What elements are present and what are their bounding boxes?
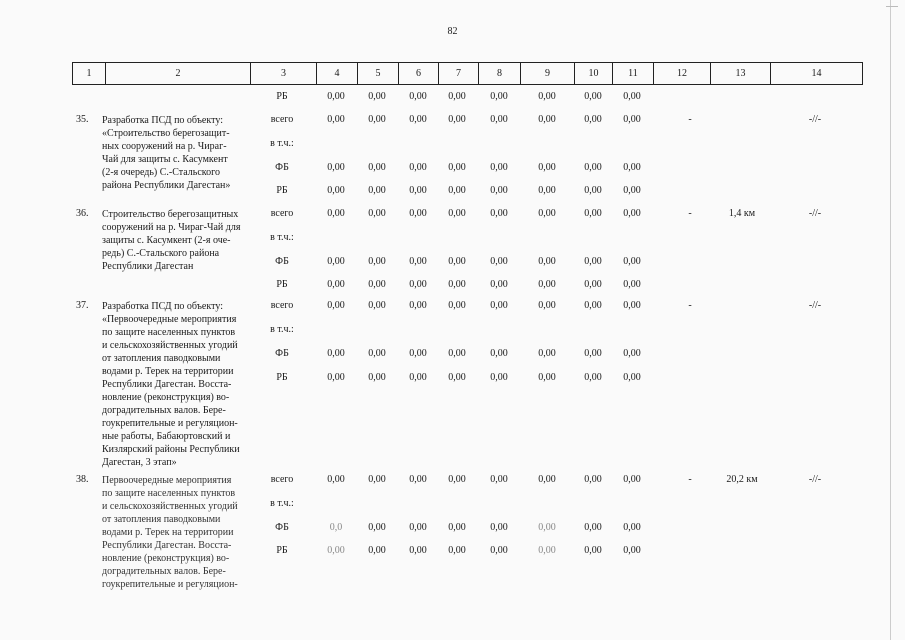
value-cell: 0,00 — [538, 114, 556, 125]
value-cell: 0,00 — [538, 91, 556, 102]
value-cell: 0,00 — [538, 348, 556, 359]
value-cell: 0,00 — [368, 300, 386, 311]
value-cell: 0,00 — [584, 300, 602, 311]
value-cell: 0,00 — [448, 114, 466, 125]
value-cell: 0,00 — [368, 185, 386, 196]
value-cell: 0,00 — [538, 545, 556, 556]
header-cell-7: 7 — [439, 63, 479, 84]
col12-mark: - — [688, 474, 692, 485]
value-cell: 0,00 — [368, 114, 386, 125]
row-label: в т.ч.: — [270, 138, 294, 149]
value-cell: 0,00 — [538, 522, 556, 533]
value-cell: 0,00 — [623, 474, 641, 485]
row-label: в т.ч.: — [270, 498, 294, 509]
value-cell: 0,00 — [490, 91, 508, 102]
value-cell: 0,00 — [584, 474, 602, 485]
value-cell: 0,00 — [409, 279, 427, 290]
value-cell: 0,00 — [409, 256, 427, 267]
value-cell: 0,00 — [490, 522, 508, 533]
table-header — [72, 62, 863, 85]
value-cell: 0,00 — [538, 300, 556, 311]
value-cell: 0,00 — [327, 279, 345, 290]
value-cell: 0,00 — [409, 522, 427, 533]
value-cell: 0,00 — [623, 279, 641, 290]
page-number: 82 — [447, 26, 458, 37]
col12-mark: - — [688, 114, 692, 125]
item-number: 37. — [76, 300, 89, 311]
header-cell-13: 13 — [711, 63, 771, 84]
value-cell: 0,00 — [623, 348, 641, 359]
header-cell-10: 10 — [575, 63, 613, 84]
value-cell: 0,0 — [329, 522, 343, 533]
value-cell: 0,00 — [490, 256, 508, 267]
value-cell: 0,00 — [448, 185, 466, 196]
length-value: 20,2 км — [726, 474, 758, 485]
value-cell: 0,00 — [623, 208, 641, 219]
value-cell: 0,00 — [584, 208, 602, 219]
value-cell: 0,00 — [327, 208, 345, 219]
row-label: РБ — [276, 91, 288, 102]
value-cell: 0,00 — [327, 162, 345, 173]
row-label: всего — [270, 114, 294, 125]
value-cell: 0,00 — [409, 372, 427, 383]
item-number: 35. — [76, 114, 89, 125]
value-cell: 0,00 — [490, 348, 508, 359]
value-cell: 0,00 — [409, 185, 427, 196]
value-cell: 0,00 — [409, 91, 427, 102]
value-cell: 0,00 — [448, 348, 466, 359]
row-label: в т.ч.: — [270, 324, 294, 335]
value-cell: 0,00 — [409, 545, 427, 556]
header-cell-3: 3 — [251, 63, 317, 84]
value-cell: 0,00 — [490, 372, 508, 383]
value-cell: 0,00 — [490, 162, 508, 173]
value-cell: 0,00 — [448, 474, 466, 485]
row-label: РБ — [276, 372, 288, 383]
col12-mark: - — [688, 300, 692, 311]
row-label: РБ — [276, 185, 288, 196]
row-label: ФБ — [275, 162, 289, 173]
col12-mark: - — [688, 208, 692, 219]
value-cell: 0,00 — [538, 279, 556, 290]
row-label: РБ — [276, 545, 288, 556]
value-cell: 0,00 — [490, 185, 508, 196]
value-cell: 0,00 — [409, 474, 427, 485]
value-cell: 0,00 — [584, 114, 602, 125]
value-cell: 0,00 — [327, 545, 345, 556]
value-cell: 0,00 — [584, 545, 602, 556]
header-cell-1: 1 — [73, 63, 106, 84]
header-cell-4: 4 — [317, 63, 358, 84]
row-label: всего — [270, 300, 294, 311]
value-cell: 0,00 — [623, 372, 641, 383]
value-cell: 0,00 — [623, 91, 641, 102]
value-cell: 0,00 — [623, 545, 641, 556]
value-cell: 0,00 — [448, 162, 466, 173]
value-cell: 0,00 — [448, 91, 466, 102]
value-cell: 0,00 — [327, 300, 345, 311]
value-cell: 0,00 — [490, 474, 508, 485]
value-cell: 0,00 — [623, 522, 641, 533]
value-cell: 0,00 — [409, 162, 427, 173]
value-cell: 0,00 — [584, 185, 602, 196]
value-cell: 0,00 — [327, 372, 345, 383]
value-cell: 0,00 — [584, 522, 602, 533]
value-cell: 0,00 — [409, 114, 427, 125]
value-cell: 0,00 — [584, 348, 602, 359]
value-cell: 0,00 — [368, 162, 386, 173]
col14-mark: -//- — [808, 208, 822, 219]
header-cell-11: 11 — [613, 63, 654, 84]
value-cell: 0,00 — [368, 279, 386, 290]
col14-mark: -//- — [808, 114, 822, 125]
scan-edge-line — [890, 0, 891, 640]
row-label: ФБ — [275, 348, 289, 359]
value-cell: 0,00 — [409, 300, 427, 311]
value-cell: 0,00 — [327, 185, 345, 196]
value-cell: 0,00 — [409, 208, 427, 219]
row-label: всего — [270, 208, 294, 219]
value-cell: 0,00 — [623, 162, 641, 173]
header-cell-9: 9 — [521, 63, 575, 84]
value-cell: 0,00 — [538, 256, 556, 267]
value-cell: 0,00 — [368, 522, 386, 533]
value-cell: 0,00 — [368, 208, 386, 219]
length-value: 1,4 км — [728, 208, 756, 219]
value-cell: 0,00 — [584, 91, 602, 102]
value-cell: 0,00 — [368, 545, 386, 556]
item-description: Строительство берегозащитных сооружений на р. Чираг-Чай для защиты с. Касумкент (2-я оче- редь) С.-Стальского района Республики Дагестан — [102, 209, 241, 272]
value-cell: 0,00 — [490, 279, 508, 290]
value-cell: 0,00 — [623, 185, 641, 196]
header-cell-6: 6 — [399, 63, 439, 84]
item-number: 36. — [76, 208, 89, 219]
row-label: в т.ч.: — [270, 232, 294, 243]
value-cell: 0,00 — [538, 185, 556, 196]
value-cell: 0,00 — [327, 256, 345, 267]
value-cell: 0,00 — [409, 348, 427, 359]
value-cell: 0,00 — [368, 348, 386, 359]
item-description: Разработка ПСД по объекту: «Первоочередные мероприятия по защите населенных пунктов и сельскохозяйственных угодий от затопления паводковыми водами р. Терек на территории Республики Дагестан. Восста- новление (реконструкция) во- доградительных валов. Бере- гоукрепительные и регуляцион- ные работы, Бабаюртовский и Кизлярский районы Республики Дагестан, 3 этап» — [102, 301, 240, 468]
value-cell: 0,00 — [584, 279, 602, 290]
value-cell: 0,00 — [327, 348, 345, 359]
value-cell: 0,00 — [490, 545, 508, 556]
value-cell: 0,00 — [448, 522, 466, 533]
header-cell-14: 14 — [771, 63, 863, 84]
value-cell: 0,00 — [490, 208, 508, 219]
value-cell: 0,00 — [623, 114, 641, 125]
value-cell: 0,00 — [368, 474, 386, 485]
value-cell: 0,00 — [448, 545, 466, 556]
item-description: Разработка ПСД по объекту: «Строительство берегозащит- ных сооружений на р. Чираг- Чай для защиты с. Касумкент (2-я очередь) С.-Стальского района Республики Дагестан» — [102, 115, 231, 191]
value-cell: 0,00 — [538, 474, 556, 485]
row-label: ФБ — [275, 256, 289, 267]
value-cell: 0,00 — [538, 208, 556, 219]
value-cell: 0,00 — [584, 256, 602, 267]
value-cell: 0,00 — [538, 162, 556, 173]
value-cell: 0,00 — [327, 474, 345, 485]
value-cell: 0,00 — [490, 300, 508, 311]
col14-mark: -//- — [808, 300, 822, 311]
header-cell-2: 2 — [106, 63, 251, 84]
value-cell: 0,00 — [538, 372, 556, 383]
value-cell: 0,00 — [327, 91, 345, 102]
header-cell-5: 5 — [358, 63, 399, 84]
header-cell-8: 8 — [479, 63, 521, 84]
header-cell-12: 12 — [654, 63, 711, 84]
value-cell: 0,00 — [368, 256, 386, 267]
row-label: РБ — [276, 279, 288, 290]
value-cell: 0,00 — [448, 300, 466, 311]
value-cell: 0,00 — [327, 114, 345, 125]
value-cell: 0,00 — [490, 114, 508, 125]
value-cell: 0,00 — [448, 372, 466, 383]
col14-mark: -//- — [808, 474, 822, 485]
row-label: всего — [270, 474, 294, 485]
value-cell: 0,00 — [368, 91, 386, 102]
row-label: ФБ — [275, 522, 289, 533]
value-cell: 0,00 — [623, 300, 641, 311]
value-cell: 0,00 — [448, 279, 466, 290]
value-cell: 0,00 — [448, 256, 466, 267]
value-cell: 0,00 — [584, 162, 602, 173]
value-cell: 0,00 — [623, 256, 641, 267]
item-number: 38. — [76, 474, 89, 485]
value-cell: 0,00 — [368, 372, 386, 383]
value-cell: 0,00 — [584, 372, 602, 383]
item-description: Первоочередные мероприятия по защите населенных пунктов и сельскохозяйственных угодий от затопления паводковыми водами р. Терек на территории Республики Дагестан. Восста- новление (реконструкция) во- доградительных валов. Бере- гоукрепительные и регуляцион- — [102, 475, 238, 590]
value-cell: 0,00 — [448, 208, 466, 219]
scan-corner-mark — [886, 6, 898, 17]
